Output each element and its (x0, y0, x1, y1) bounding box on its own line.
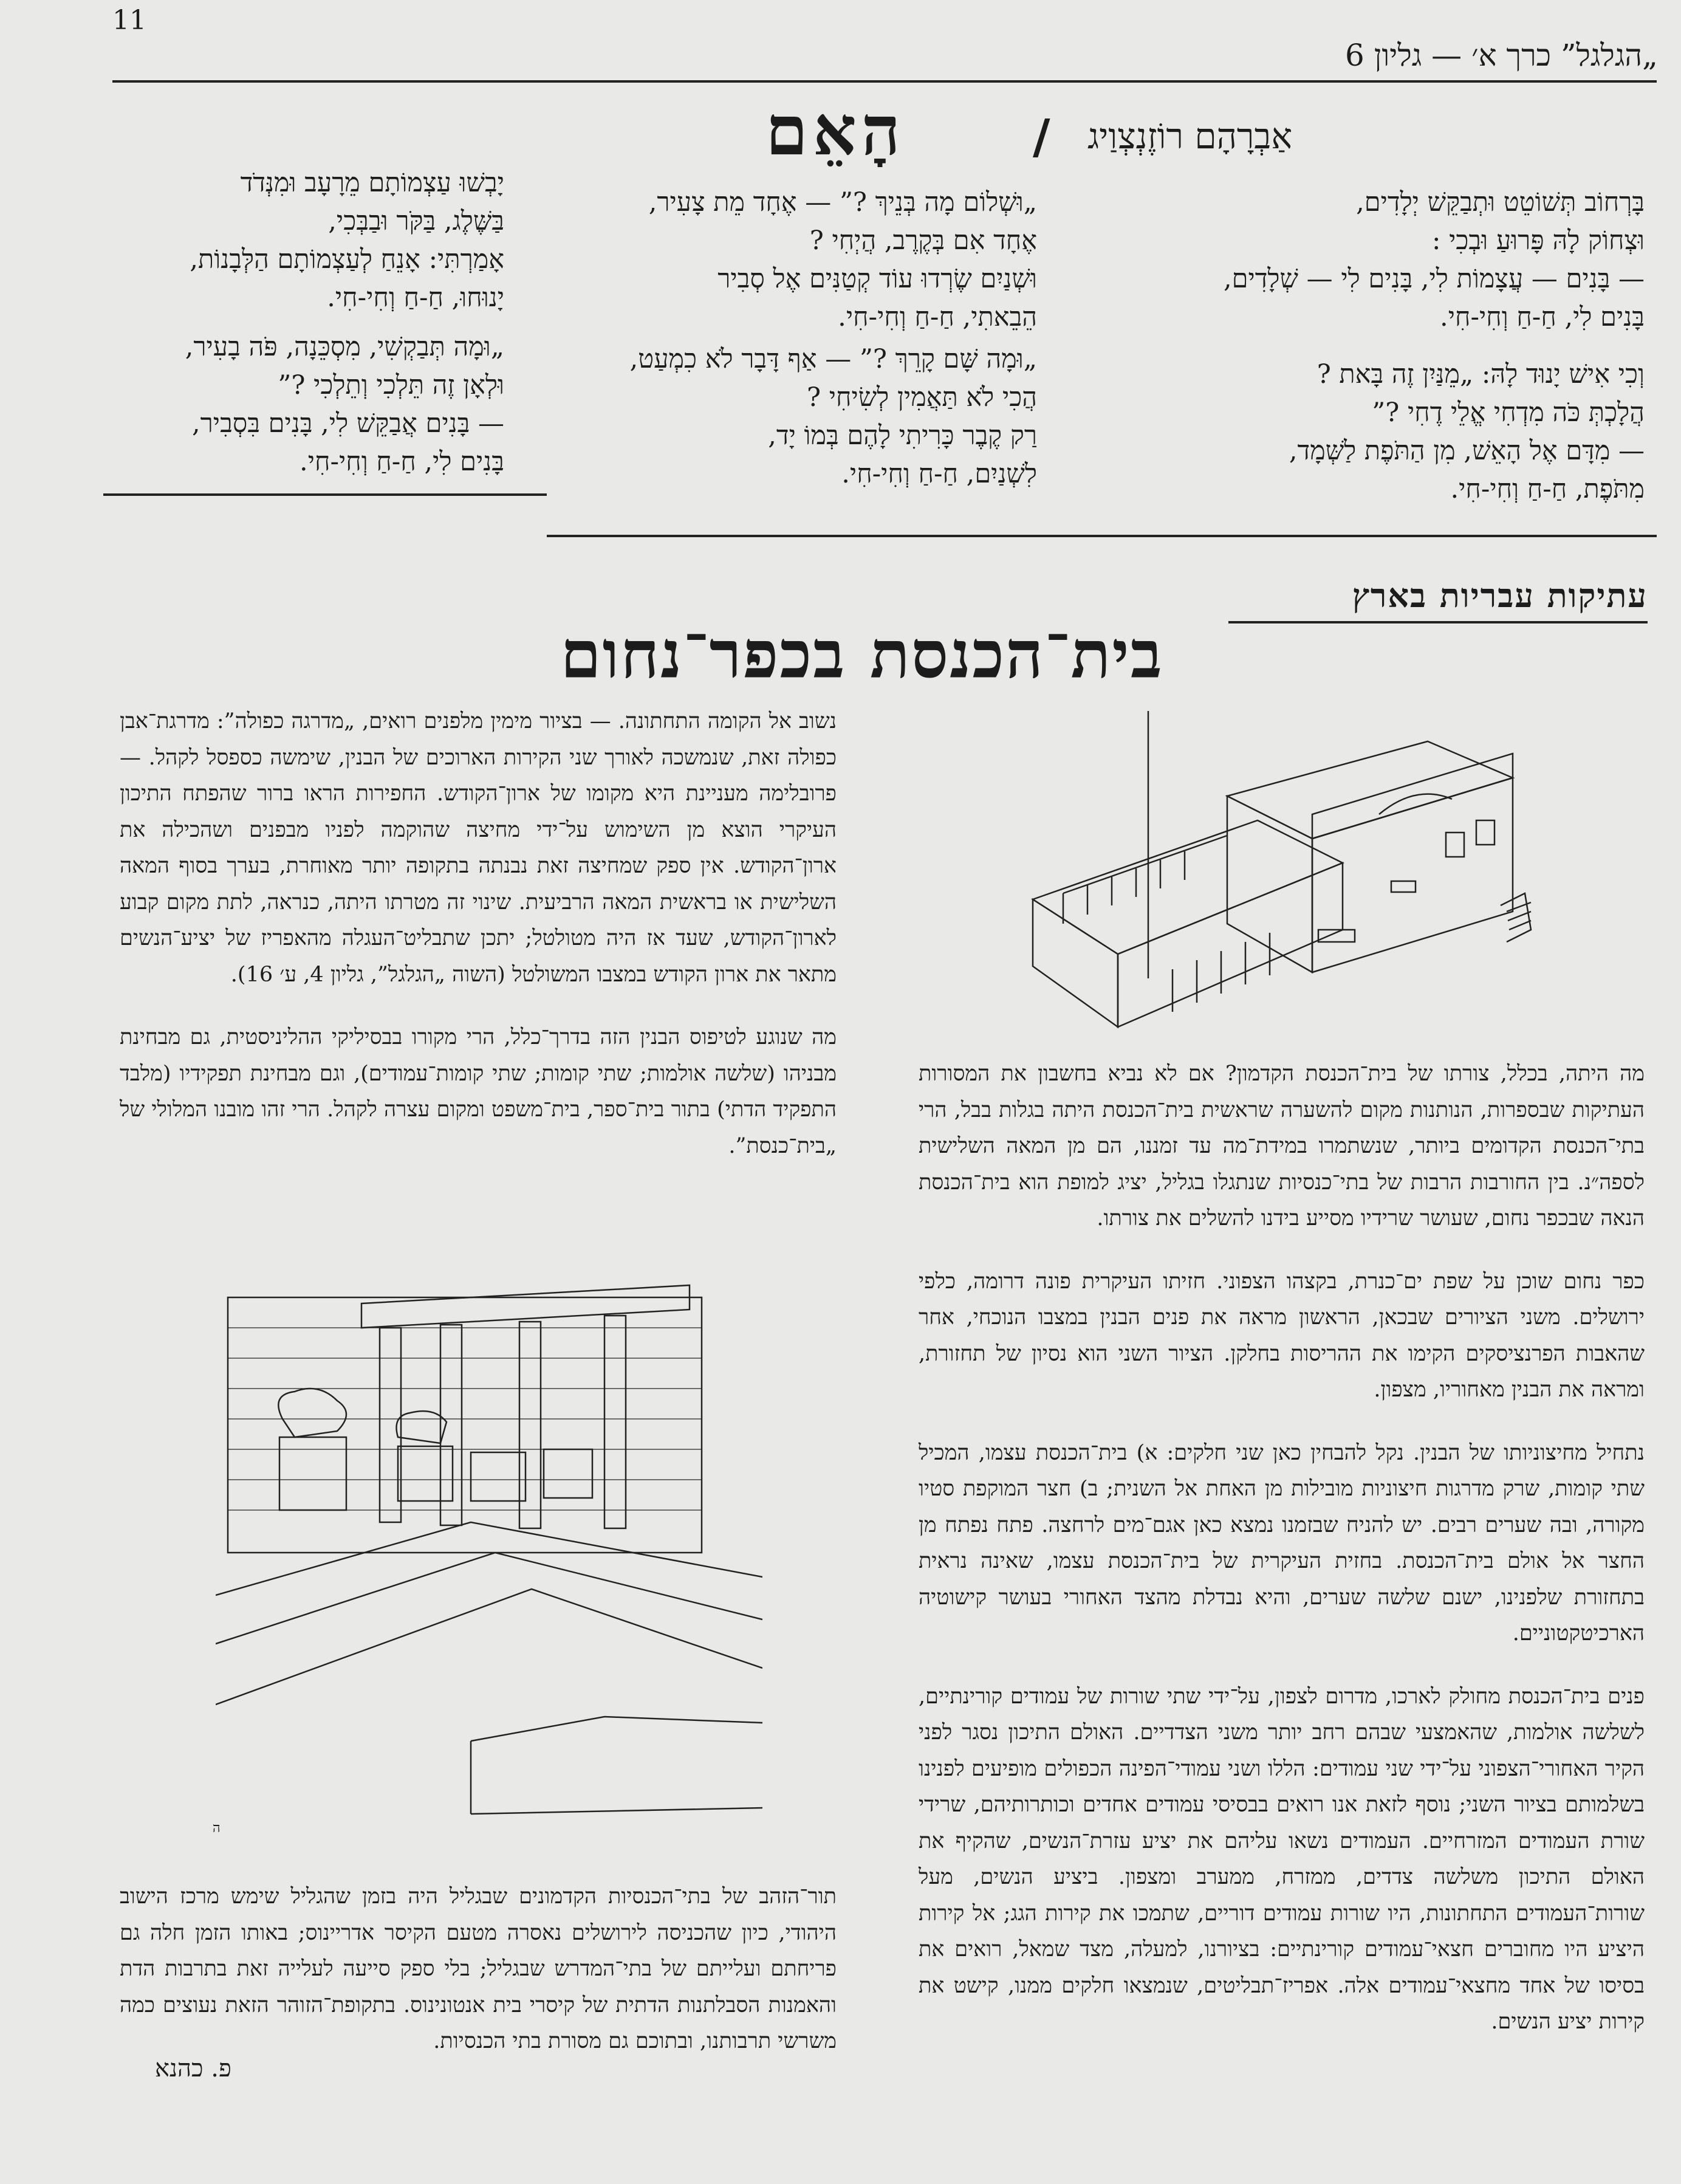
article-paragraph: נתחיל מחיצוניותו של הבנין. נקל להבחין כאן שני חלקים: א) בית־הכנסת עצמו, המכיל שתי קומות, שרק מדרגות חיצוניות מובילות מן האחת אל השנית; ב) חצר המוקפת סטיו מקורה, ובה שערים רבים. יש להניח שבזמנו נמצא כאן אגם־מים לרחצה. פתח נפתח מן החצר אל אולם בית־הכנסת. בחזית העיקרית של בית־הכנסת עצמו, שאינה נראית בתחזורת שלפנינו, ישנם שלשה שערים, והיא נבדלת מהצד האחורי בעושר קישוטיה הארכיטקטוניים. (919, 1440, 1645, 1646)
poem-line: הֲלָכְתְּ כֹּה מִדְחִי אֱלֵי דֶחִי ?” (1372, 397, 1645, 428)
article-right-column (919, 1056, 1645, 2041)
poem-line: „וּמָה שָּׁם קָרֵךְ ?” — אַף דָּבָר לֹא כִמְעַט, (629, 344, 1037, 374)
poem-stanza (18, 164, 504, 317)
poem-line: אֶחָד אִם בְּקֶרֶב, הֲיְחִי ? (809, 225, 1037, 256)
section-label: עתיקות עבריות בארץ (1352, 576, 1648, 615)
poem-stanza (1122, 184, 1645, 337)
poem-line: בַּשֶּׁלֶג, בַּקֹּר וּבַבְּכִי, (328, 206, 504, 236)
poem-line: הֵבֵאתִי, חַ-חַ וְחִי-חִי. (838, 302, 1037, 332)
section-divider (547, 535, 1657, 537)
poem-line: וּצְחוֹק לָהּ פָּרוּעַ וּבְכִי : (1431, 225, 1645, 256)
poem-line: יָבְשׁוּ עַצְמוֹתָם מֵרָעָב וּמִנְּדֹד (240, 168, 504, 198)
poem-line: וְכִי אִישׁ יָנוּד לָהּ: „מֵנַּיִן זֶה בָּאת ? (1316, 359, 1645, 390)
article-paragraph: מה שנוגע לטיפוס הבנין הזה בדרך־כלל, הרי מקורו בבסיליקי ההליניסטית, גם מבחינת מבניהו (שלשה אולמות; שתי קומות; שתי קומות־עמודים), וגם מבחינת תפקידיו (מלבד התפקיד הדתי) בתור בית־ספר, בית־משפט ומקום עצרה לקהל. הרי זהו מובנו המלולי של „בית־כנסת”. (120, 1025, 837, 1158)
poem-line: בָּנִים לִי, חַ-חַ וְחִי-חִי. (1440, 302, 1645, 332)
poem-stanza (18, 328, 504, 481)
synagogue-reconstruction-illustration (1027, 711, 1537, 1051)
running-title: „הגלגל” כרך א׳ — גליון 6 (1345, 38, 1658, 73)
article-paragraph: פנים בית־הכנסת מחולק לארכו, מדרום לצפון, על־ידי שתי שורות של עמודים קורינתיים, לשלשה אולמות, שהאמצעי שבהם רחב יותר משני הצדדיים. האולם התיכון נסגר לפני הקיר האחורי־הצפוני על־ידי שני עמודים: הללו ושני עמודי־הפינה הכפולים מופיעים לפנינו בשלמותם בציור השני; נוסף לזאת אנו רואים בבסיסי עמודים אחדים וכותרותיהם, שרידי שורת העמודים המזרחיים. העמודים נשאו עליהם את יציע עזרת־הנשים, שהקיף את האולם התיכון משלשה צדדים, ממזרח, ממערב ומצפון. ביציע הנשים, מעל שורות־העמודים התחתונות, היו שורות עמודים דוריים, שתמכו את קירות הגג; אל קירות היציע היו מחוברים חצאי־עמודים קורינתיים: בציורנו, למעלה, מצד שמאל, רואים את בסיסו של אחד מחצאי־עמודים אלה. אפריז־תבליטים, שנמצאו חלקים ממנו, קישט את קירות יציע הנשים. (919, 1684, 1645, 2034)
poem-line: „וּמָה תְּבַקְשִׁי, מִסְכֵּנָה, פֹּה בָעִיר, (185, 332, 504, 362)
figure-mark: ה (213, 1821, 221, 1836)
poem-stanza (551, 340, 1037, 493)
article-paragraph: תור־הזהב של בתי־הכנסיות הקדמונים שבגליל היה בזמן שהגליל שימש מרכז הישוב היהודי, כיון שהכניסה לירושלים נאסרה מטעם הקיסר אדריינוס; באותו הזמן חלה גם פריחתם ועלייתם של בתי־המדרש שבגליל; בלי ספק סייעה לעלייה זאת בתרבות הדת והאמנות הסבלתנות הדתית של קיסרי בית אנטונינוס. בתקופת־הזוהר הזאת נעוצים כמה משרשי תרבותנו, ובתוכם גם מסורת בתי הכנסיות. (120, 1884, 837, 2053)
poem-line: „וּשְׁלוֹם מָה בְּנֵיךְ ?” — אֶחָד מֵת צָעִיר, (648, 187, 1037, 218)
poem-line: מִתֹּפֶת, חַ-חַ וְחִי-חִי. (1450, 474, 1645, 504)
poem-line: אָמַרְתִּי: אָנֵחַ לְעַצְמוֹתָם הַלְּבָנוֹת, (190, 244, 504, 275)
article-title: בית־הכנסת בכפר־נחום (560, 617, 1163, 693)
poem-line: — בָּנִים אֲבַקֵּשׁ לִי, בָּנִים בִּסְבִיר, (192, 408, 504, 439)
author-signature: פ. כהנא (155, 2055, 231, 2083)
poem-line: וּלְאָן זֶה תֵּלְכִי וְתֵלְכִי ?” (278, 370, 504, 400)
article-paragraph: מה היתה, בכלל, צורתו של בית־הכנסת הקדמון? אם לא נביא בחשבון את המסורות העתיקות שבספרות, הנותנות מקום להשערה שראשית בית־הכנסת היתה בגלות בבל, הרי בתי־הכנסת הקדומים ביותר, שנשתמרו במידת־מה עד זמננו, הם מן המאה השלישית לספה״נ. בין החורבות הרבות של בתי־כנסיות שנתגלו בגליל, יציג למופת הוא בית־הכנסת הנאה שבכפר נחום, שעושר שרידיו מסייע בידנו להשלים את צורתו. (919, 1062, 1645, 1231)
poem-line: לִשְׁנַיִם, חַ-חַ וְחִי-חִי. (841, 459, 1037, 489)
poem-line: בָּרְחוֹב תְּשׁוֹטֵט וּתְבַקֵּשׁ יְלָדִים, (1356, 187, 1645, 218)
section-divider (103, 493, 547, 496)
poem-line: יָנוּחוּ, חַ-חַ וְחִי-חִי. (327, 283, 504, 313)
page-number: 11 (112, 5, 146, 36)
poem-stanza (551, 184, 1037, 337)
poem-line: — בָּנִים — עֲצָמוֹת לִי, בָּנִים לִי — שְׁלָדִים, (1223, 264, 1645, 294)
poem-line: וּשְׁנַיִם שֶׂרְדוּ עוֹד קְטַנִּים אֶל סְבִיר (717, 264, 1037, 294)
title-separator: / (1033, 109, 1050, 165)
article-paragraph: כפר נחום שוכן על שפת ים־כנרת, בקצהו הצפוני. חזיתו העיקרית פונה דרומה, כלפי ירושלים. משני הציורים שבכאן, הראשון מראה את פנים הבנין במצבו הנוכחי, אחר שהאבות הפרנציסקים הקימו את ההריסות בחלקן. הציור השני הוא נסיון של תחזורת, ומראה את הבנין מאחוריו, מצפון. (919, 1269, 1645, 1402)
article-left-column-top (120, 704, 837, 1164)
poem-stanza (1122, 355, 1645, 509)
poem-line: בָּנִים לִי, חַ-חַ וְחִי-חִי. (300, 447, 504, 477)
poem-title: הָאֵם (765, 91, 906, 171)
poem-line: הֲכִי לֹא תַּאֲמִין לְשִׂיחִי ? (807, 382, 1037, 413)
poem-line: — מִדָּם אֶל הָאֵשׁ, מִן הַתֹּפֶת לַשְּׁמָד, (1289, 436, 1645, 466)
article-left-column-bottom (120, 1879, 837, 2060)
poem-line: רַק קֶבֶר כָּרִיתִי לָהֶם בְּמוֹ יָד, (768, 421, 1037, 451)
synagogue-interior-illustration (216, 1279, 762, 1826)
header-rule (112, 80, 1657, 83)
article-paragraph: נשוב אל הקומה התחתונה. — בציור מימין מלפנים רואים, „מדרגה כפולה”: מדרגת־אבן כפולה זאת, שנמשכה לאורך שני הקירות הארוכים של הבנין, שימשה כספסל לקהל. — פרובלימה מעניינת היא מקומו של ארון־הקודש. החפירות הראו ברור שהפתח התיכון העיקרי הוצא מן השימוש על־ידי מחיצה שהוקמה לפניו מבפנים ושהכילה את ארון־הקודש. אין ספק שמחיצה זאת נבנתה בתקופה יותר מאוחרת, בערך בסוף המאה השלישית או בראשית המאה הרביעית. שינוי זה מטרתו היתה, כנראה, לתת מקום קבוע לארון־הקודש, שעד אז היה מטולטל; יתכן שתבליט־העגלה מהאפריז של יציע־הנשים מתאר את ארון הקודש במצבו המשולטל (השוה „הגלגל”, גליון 4, ע׳ 16). (120, 709, 837, 987)
poem-author: אַבְרָהָם רוֹזֶנְצְוַיג (1087, 115, 1293, 157)
